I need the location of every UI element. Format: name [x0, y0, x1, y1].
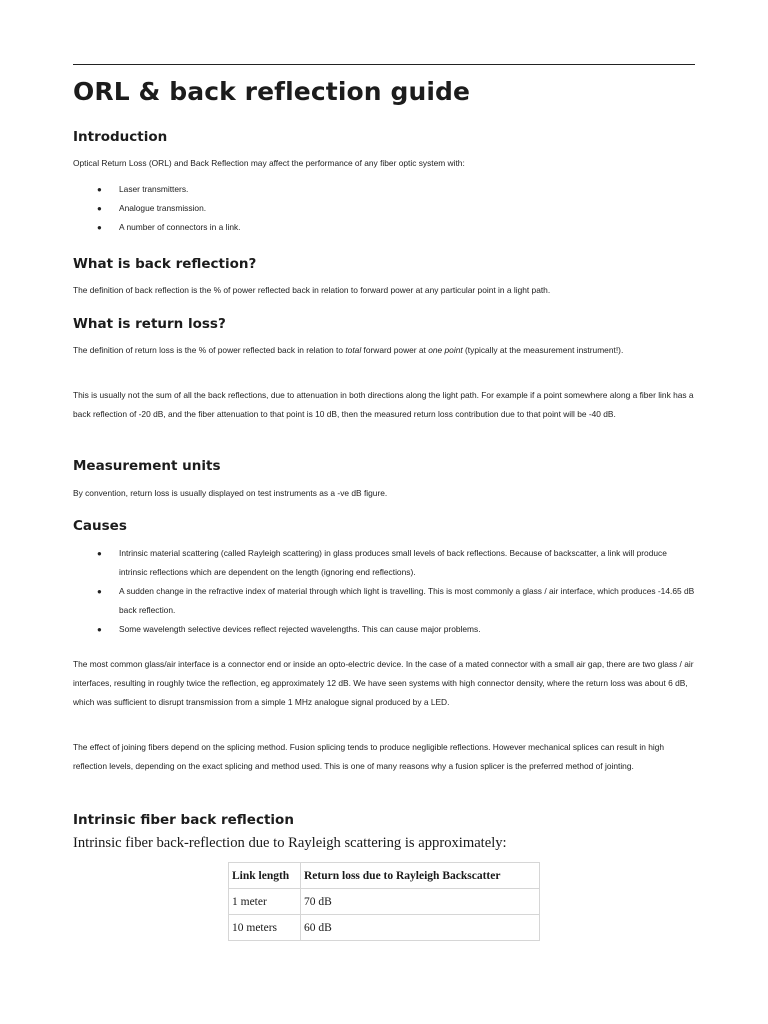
table-header-cell: Return loss due to Rayleigh Backscatter — [301, 863, 540, 889]
table-cell: 1 meter — [229, 889, 301, 915]
list-item: ● A sudden change in the refractive index of material through which light is travelling. This is most commonly a glass / air interface, which produces -14.65 dB back reflection. — [73, 582, 695, 620]
heading-intrinsic-back-reflection: Intrinsic fiber back reflection — [73, 812, 294, 828]
bullet-icon: ● — [97, 625, 102, 634]
bullet-icon: ● — [97, 587, 102, 596]
list-item: ● Intrinsic material scattering (called Rayleigh scattering) in glass produces small levels of back reflections. Because of backscatter, a link will produce intrinsic reflections which are dependent on the length (ignoring end reflections). — [73, 544, 695, 582]
measurement-units-paragraph: By convention, return loss is usually displayed on test instruments as a -ve dB figure. — [73, 488, 388, 498]
table-cell: 70 dB — [301, 889, 540, 915]
table-row — [229, 915, 540, 941]
heading-back-reflection: What is back reflection? — [73, 256, 257, 272]
list-item: ● Laser transmitters. — [73, 180, 695, 199]
intro-bullet-list — [73, 180, 695, 237]
return-loss-paragraph: This is usually not the sum of all the back reflections, due to attenuation in both directions along the light path. For example if a point somewhere along a fiber link has a back reflection of -20 dB, and the fiber attenuation to that point is 10 dB, then the measured return loss contribution due to that point will be -40 dB. — [73, 390, 694, 419]
heading-return-loss: What is return loss? — [73, 316, 226, 332]
intrinsic-intro-text: Intrinsic fiber back-reflection due to Rayleigh scattering is approximately: — [73, 835, 507, 851]
heading-introduction: Introduction — [73, 129, 168, 145]
causes-paragraph-2: The effect of joining fibers depend on the splicing method. Fusion splicing tends to produce negligible reflections. However mechanical splices can result in high reflection levels, depending on the exact splicing and method used. This is one of many reasons why a fusion splicer is the preferred method of jointing. — [73, 742, 665, 771]
page-title: ORL & back reflection guide — [73, 77, 471, 106]
table-cell: 10 meters — [229, 915, 301, 941]
table-header-cell: Link length — [229, 863, 301, 889]
table-cell: 60 dB — [301, 915, 540, 941]
causes-paragraph-1: The most common glass/air interface is a connector end or inside an opto-electric device. In the case of a mated connector with a small air gap, there are two glass / air interfaces, resulting in roughly twice the reflection, eg approximately 12 dB. We have seen systems with high connector density, where the return loss was about 6 dB, which was sufficient to disrupt transmission from a simple 1 MHz analogue signal produced by a LED. — [73, 659, 694, 707]
intro-paragraph: Optical Return Loss (ORL) and Back Reflection may affect the performance of any fiber optic system with: — [73, 158, 465, 168]
causes-bullet-list — [73, 544, 695, 639]
list-item: ● Analogue transmission. — [73, 199, 695, 218]
back-reflection-paragraph: The definition of back reflection is the % of power reflected back in relation to forward power at any particular point in a light path. — [73, 285, 551, 295]
bullet-icon: ● — [97, 549, 102, 558]
rayleigh-backscatter-table — [228, 862, 540, 941]
heading-causes: Causes — [73, 518, 127, 534]
table-row — [229, 889, 540, 915]
bullet-icon: ● — [97, 185, 102, 194]
bullet-icon: ● — [97, 223, 102, 232]
return-loss-definition: The definition of return loss is the % of power reflected back in relation to total forward power at one point (typically at the measurement instrument!). — [73, 345, 624, 355]
heading-measurement-units: Measurement units — [73, 458, 221, 474]
list-item: ● A number of connectors in a link. — [73, 218, 695, 237]
bullet-icon: ● — [97, 204, 102, 213]
top-divider — [73, 64, 695, 65]
list-item: ● Some wavelength selective devices reflect rejected wavelengths. This can cause major problems. — [73, 620, 695, 639]
table-header-row — [229, 863, 540, 889]
